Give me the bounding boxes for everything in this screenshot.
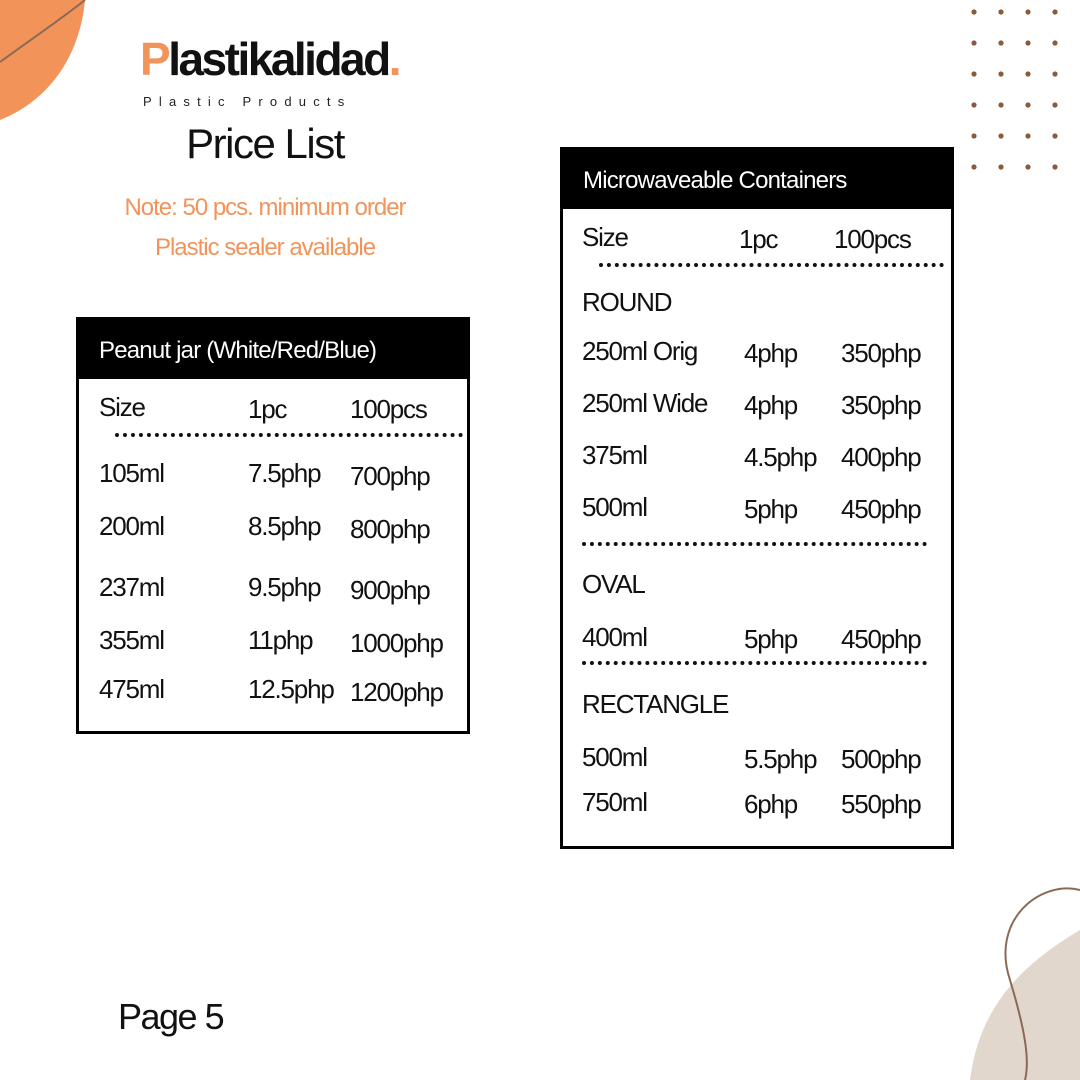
micro-round-row-2-price-100pcs: 350php (841, 390, 921, 420)
peanut-row-1-size: 105ml (99, 458, 164, 488)
peanut-row-3-size: 237ml (99, 572, 164, 602)
micro-round-row-1-size: 250ml Orig (582, 336, 698, 366)
group-label-oval: OVAL (582, 569, 645, 599)
micro-round-row-4-price-100pcs: 450php (841, 494, 921, 524)
micro-round-row-4-size: 500ml (582, 492, 647, 522)
micro-rectangle-row-2-price-100pcs: 550php (841, 789, 921, 819)
peanut-row-3-price-1pc: 9.5php (248, 572, 321, 602)
peanut-row-1-price-1pc: 7.5php (248, 458, 321, 488)
micro-round-row-4-price-1pc: 5php (744, 494, 798, 524)
microwaveable-title: Microwaveable Containers (563, 150, 951, 209)
peanut-header-1pc: 1pc (248, 394, 287, 424)
brand-tagline: Plastic Products (143, 94, 352, 109)
page-title: Price List (186, 120, 344, 167)
note-sealer: Plastic sealer available (154, 234, 376, 261)
micro-round-row-3-price-1pc: 4.5php (744, 442, 817, 472)
micro-round-row-3-price-100pcs: 400php (841, 442, 921, 472)
micro-rectangle-row-1-price-100pcs: 500php (841, 744, 921, 774)
peanut-row-5-size: 475ml (99, 674, 164, 704)
micro-rectangle-row-2-size: 750ml (582, 787, 647, 817)
peanut-row-2-price-1pc: 8.5php (248, 511, 321, 541)
beige-leaf-decoration (970, 880, 1080, 1080)
micro-header-size: Size (582, 222, 628, 252)
brand-logo (140, 33, 400, 85)
micro-round-row-1-price-1pc: 4php (744, 338, 798, 368)
micro-rectangle-row-1-price-1pc: 5.5php (744, 744, 817, 774)
page-number: Page 5 (118, 996, 224, 1037)
peanut-row-4-price-1pc: 11php (248, 625, 313, 655)
micro-round-row-3-size: 375ml (582, 440, 647, 470)
brand-dot: . (388, 33, 400, 85)
peanut-row-4-size: 355ml (99, 625, 164, 655)
microwaveable-table (560, 147, 954, 849)
micro-oval-row-1-size: 400ml (582, 622, 647, 652)
peanut-jar-table (76, 317, 470, 734)
dotted-divider (115, 433, 463, 437)
note-minimum-order: Note: 50 pcs. minimum order (124, 194, 406, 221)
micro-header-100pcs: 100pcs (834, 224, 911, 254)
dotted-divider (582, 661, 927, 665)
micro-header-1pc: 1pc (739, 224, 778, 254)
micro-round-row-1-price-100pcs: 350php (841, 338, 921, 368)
micro-round-row-2-price-1pc: 4php (744, 390, 798, 420)
micro-oval-row-1-price-100pcs: 450php (841, 624, 921, 654)
micro-rectangle-row-1-size: 500ml (582, 742, 647, 772)
peanut-row-1-price-100pcs: 700php (350, 461, 430, 491)
dotted-divider (599, 263, 944, 267)
orange-leaf-decoration (0, 0, 100, 130)
peanut-row-5-price-100pcs: 1200php (350, 677, 443, 707)
micro-round-row-2-size: 250ml Wide (582, 388, 708, 418)
peanut-header-size: Size (99, 392, 145, 422)
brand-name: lastikalidad (168, 33, 389, 85)
peanut-row-2-price-100pcs: 800php (350, 514, 430, 544)
brand-initial: P (140, 33, 169, 85)
group-label-rectangle: RECTANGLE (582, 689, 729, 719)
peanut-header-100pcs: 100pcs (350, 394, 427, 424)
dot-grid-decoration (970, 8, 1080, 178)
peanut-row-5-price-1pc: 12.5php (248, 674, 334, 704)
peanut-row-4-price-100pcs: 1000php (350, 628, 443, 658)
group-label-round: ROUND (582, 287, 672, 317)
micro-rectangle-row-2-price-1pc: 6php (744, 789, 798, 819)
peanut-row-3-price-100pcs: 900php (350, 575, 430, 605)
dotted-divider (582, 542, 927, 546)
peanut-row-2-size: 200ml (99, 511, 164, 541)
micro-oval-row-1-price-1pc: 5php (744, 624, 798, 654)
peanut-jar-title: Peanut jar (White/Red/Blue) (79, 320, 467, 379)
